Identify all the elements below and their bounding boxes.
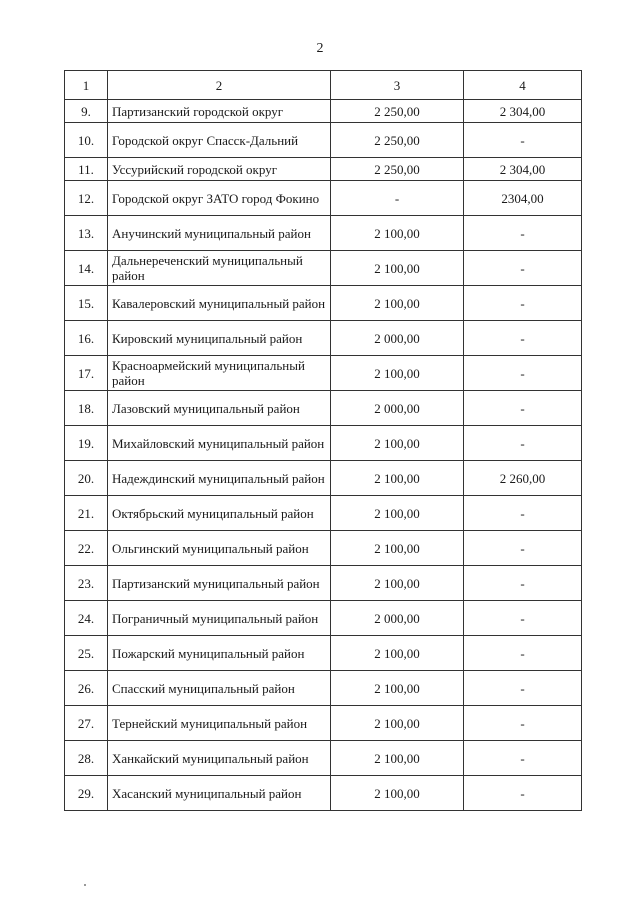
municipality-name-cell: Надеждинский муниципальный район xyxy=(108,461,331,496)
value-col3-cell: 2 100,00 xyxy=(331,671,464,706)
value-col4-cell: - xyxy=(464,741,582,776)
value-col3-cell: 2 100,00 xyxy=(331,461,464,496)
municipality-name-cell: Хасанский муниципальный район xyxy=(108,776,331,811)
municipality-name-cell: Анучинский муниципальный район xyxy=(108,216,331,251)
value-col3-cell: 2 100,00 xyxy=(331,216,464,251)
value-col4-cell: - xyxy=(464,706,582,741)
municipality-name-cell: Тернейский муниципальный район xyxy=(108,706,331,741)
value-col3-cell: 2 100,00 xyxy=(331,636,464,671)
value-col3-cell: 2 100,00 xyxy=(331,286,464,321)
row-number-cell: 16. xyxy=(65,321,108,356)
table-row xyxy=(65,123,582,158)
value-col4-cell: - xyxy=(464,671,582,706)
value-col3-cell: 2 250,00 xyxy=(331,100,464,123)
table-row xyxy=(65,286,582,321)
tariff-table xyxy=(64,70,582,811)
row-number-cell: 19. xyxy=(65,426,108,461)
table-row xyxy=(65,741,582,776)
row-number-cell: 23. xyxy=(65,566,108,601)
table-row xyxy=(65,706,582,741)
header-cell-4: 4 xyxy=(464,71,582,100)
table-row xyxy=(65,216,582,251)
value-col4-cell: - xyxy=(464,286,582,321)
row-number-cell: 12. xyxy=(65,181,108,216)
municipality-name-cell: Октябрьский муниципальный район xyxy=(108,496,331,531)
value-col3-cell: 2 000,00 xyxy=(331,391,464,426)
table-row xyxy=(65,391,582,426)
table-row xyxy=(65,426,582,461)
value-col3-cell: 2 100,00 xyxy=(331,776,464,811)
row-number-cell: 20. xyxy=(65,461,108,496)
row-number-cell: 11. xyxy=(65,158,108,181)
municipality-name-cell: Кавалеровский муниципальный район xyxy=(108,286,331,321)
value-col4-cell: 2 304,00 xyxy=(464,158,582,181)
header-cell-1: 1 xyxy=(65,71,108,100)
value-col3-cell: 2 100,00 xyxy=(331,426,464,461)
row-number-cell: 26. xyxy=(65,671,108,706)
row-number-cell: 24. xyxy=(65,601,108,636)
table-row xyxy=(65,158,582,181)
municipality-name-cell: Уссурийский городской округ xyxy=(108,158,331,181)
table-row xyxy=(65,321,582,356)
value-col3-cell: 2 000,00 xyxy=(331,321,464,356)
table-row xyxy=(65,461,582,496)
table-row xyxy=(65,671,582,706)
municipality-name-cell: Михайловский муниципальный район xyxy=(108,426,331,461)
value-col3-cell: 2 100,00 xyxy=(331,251,464,286)
municipality-name-cell: Партизанский муниципальный район xyxy=(108,566,331,601)
value-col3-cell: 2 250,00 xyxy=(331,158,464,181)
value-col4-cell: - xyxy=(464,636,582,671)
value-col4-cell: 2 260,00 xyxy=(464,461,582,496)
table-row xyxy=(65,251,582,286)
row-number-cell: 17. xyxy=(65,356,108,391)
value-col3-cell: - xyxy=(331,181,464,216)
municipality-name-cell: Партизанский городской округ xyxy=(108,100,331,123)
row-number-cell: 14. xyxy=(65,251,108,286)
row-number-cell: 10. xyxy=(65,123,108,158)
municipality-name-cell: Дальнереченский муниципальный район xyxy=(108,251,331,286)
municipality-name-cell: Красноармейский муниципальный район xyxy=(108,356,331,391)
scan-speck xyxy=(84,884,86,886)
value-col4-cell: 2304,00 xyxy=(464,181,582,216)
value-col4-cell: - xyxy=(464,601,582,636)
header-cell-2: 2 xyxy=(108,71,331,100)
value-col4-cell: - xyxy=(464,321,582,356)
table-row xyxy=(65,601,582,636)
value-col4-cell: - xyxy=(464,496,582,531)
value-col3-cell: 2 100,00 xyxy=(331,356,464,391)
row-number-cell: 15. xyxy=(65,286,108,321)
value-col3-cell: 2 100,00 xyxy=(331,566,464,601)
row-number-cell: 18. xyxy=(65,391,108,426)
value-col4-cell: - xyxy=(464,216,582,251)
row-number-cell: 9. xyxy=(65,100,108,123)
municipality-name-cell: Спасский муниципальный район xyxy=(108,671,331,706)
row-number-cell: 27. xyxy=(65,706,108,741)
value-col3-cell: 2 100,00 xyxy=(331,531,464,566)
row-number-cell: 29. xyxy=(65,776,108,811)
table-row xyxy=(65,776,582,811)
municipality-name-cell: Кировский муниципальный район xyxy=(108,321,331,356)
value-col4-cell: - xyxy=(464,531,582,566)
value-col4-cell: - xyxy=(464,251,582,286)
value-col4-cell: - xyxy=(464,356,582,391)
value-col4-cell: - xyxy=(464,426,582,461)
value-col3-cell: 2 100,00 xyxy=(331,741,464,776)
value-col4-cell: - xyxy=(464,566,582,601)
header-cell-3: 3 xyxy=(331,71,464,100)
value-col3-cell: 2 250,00 xyxy=(331,123,464,158)
table-row xyxy=(65,100,582,123)
page-number: 2 xyxy=(316,41,324,56)
municipality-name-cell: Лазовский муниципальный район xyxy=(108,391,331,426)
table-row xyxy=(65,356,582,391)
value-col3-cell: 2 000,00 xyxy=(331,601,464,636)
table-row xyxy=(65,496,582,531)
table-row xyxy=(65,636,582,671)
value-col4-cell: 2 304,00 xyxy=(464,100,582,123)
municipality-name-cell: Пожарский муниципальный район xyxy=(108,636,331,671)
municipality-name-cell: Ханкайский муниципальный район xyxy=(108,741,331,776)
municipality-name-cell: Городской округ Спасск-Дальний xyxy=(108,123,331,158)
municipality-name-cell: Пограничный муниципальный район xyxy=(108,601,331,636)
table-row xyxy=(65,181,582,216)
value-col4-cell: - xyxy=(464,123,582,158)
value-col3-cell: 2 100,00 xyxy=(331,706,464,741)
row-number-cell: 13. xyxy=(65,216,108,251)
value-col3-cell: 2 100,00 xyxy=(331,496,464,531)
table-header-row xyxy=(65,71,582,100)
value-col4-cell: - xyxy=(464,776,582,811)
row-number-cell: 21. xyxy=(65,496,108,531)
municipality-name-cell: Городской округ ЗАТО город Фокино xyxy=(108,181,331,216)
row-number-cell: 28. xyxy=(65,741,108,776)
table-row xyxy=(65,566,582,601)
row-number-cell: 22. xyxy=(65,531,108,566)
value-col4-cell: - xyxy=(464,391,582,426)
row-number-cell: 25. xyxy=(65,636,108,671)
table-row xyxy=(65,531,582,566)
municipality-name-cell: Ольгинский муниципальный район xyxy=(108,531,331,566)
